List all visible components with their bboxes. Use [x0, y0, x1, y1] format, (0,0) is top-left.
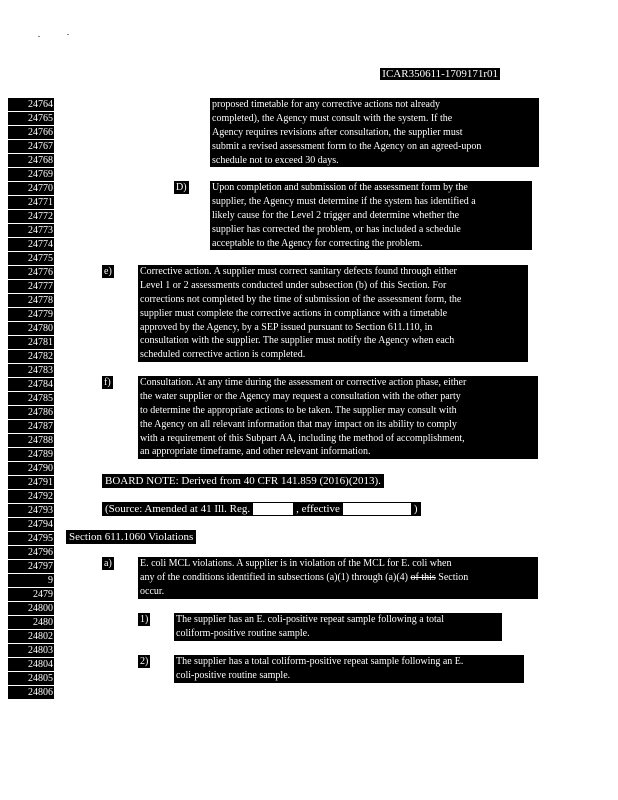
text-line: Consultation. At any time during the assessment or corrective action phase, either	[140, 377, 467, 388]
text-line: proposed timetable for any corrective actions not already	[212, 99, 440, 110]
text-line: coli-positive routine sample.	[176, 669, 291, 681]
text-line: occur.	[140, 585, 165, 597]
paragraph-continuation	[210, 98, 539, 167]
text-line	[140, 571, 536, 585]
line-number: 24774	[8, 238, 54, 251]
source-middle: , effective	[296, 503, 340, 515]
line-number: 24781	[8, 336, 54, 349]
line-number: 24788	[8, 434, 54, 447]
text-line: with a requirement of this Subpart AA, including the method of accomplishment,	[140, 432, 465, 444]
text-line: submit a revised assessment form to the Agency on an agreed-upon	[212, 140, 482, 152]
line-number: 24792	[8, 490, 54, 503]
line-number: 24793	[8, 504, 54, 517]
source-prefix: (Source: Amended at 41 Ill. Reg.	[105, 503, 251, 515]
source-date-blank	[253, 503, 293, 515]
subsection-label-e: e)	[104, 266, 112, 277]
page-header-citation: ICAR350611-1709171r01	[382, 68, 498, 80]
line-number: 24767	[8, 140, 54, 153]
text-line: to determine the appropriate actions to be taken. The supplier may consult with	[140, 404, 457, 416]
line-number: 24785	[8, 392, 54, 405]
text-line: Corrective action. A supplier must correct sanitary defects found through either	[140, 266, 457, 277]
source-note	[102, 502, 421, 516]
text-line: The supplier has a total coliform-positive repeat sample following an E.	[176, 656, 464, 667]
line-number: 24797	[8, 560, 54, 573]
paragraph-e	[138, 265, 528, 362]
text-segment: any of the conditions identified in subsections (a)(1) through (a)(4)	[140, 571, 408, 583]
line-number: 24780	[8, 322, 54, 335]
line-number: 24787	[8, 420, 54, 433]
line-number: 2480	[8, 616, 54, 629]
text-line: supplier, the Agency must determine if the system has identified a	[212, 195, 476, 207]
text-line: the water supplier or the Agency may request a consultation with the other party	[140, 390, 461, 402]
text-line: completed), the Agency must consult with the system. If the	[212, 112, 453, 124]
line-number: 24768	[8, 154, 54, 167]
line-number: 24776	[8, 266, 54, 279]
text-segment: Section	[438, 571, 469, 583]
line-number: 24782	[8, 350, 54, 363]
line-number: 24775	[8, 252, 54, 265]
text-line: an appropriate timeframe, and other relevant information.	[140, 446, 371, 458]
text-line: coliform-positive routine sample.	[176, 627, 310, 639]
subsection-label-f: f)	[104, 377, 111, 388]
struck-text: of this	[410, 571, 436, 583]
line-number: 24789	[8, 448, 54, 461]
line-number: 24769	[8, 168, 54, 181]
text-line: supplier has corrected the problem, or has included a schedule	[212, 223, 461, 235]
subsection-label-a: a)	[104, 558, 112, 569]
text-line: approved by the Agency, by a SEP issued pursuant to Section 611.110, in	[140, 321, 433, 333]
text-line: likely cause for the Level 2 trigger and determine whether the	[212, 209, 460, 221]
line-number: 24783	[8, 364, 54, 377]
line-number: 24806	[8, 686, 54, 699]
line-number: 24779	[8, 308, 54, 321]
text-line: Level 1 or 2 assessments conducted under subsection (b) of this Section. For	[140, 279, 447, 291]
scan-speck	[67, 34, 69, 35]
line-number: 24804	[8, 658, 54, 671]
line-number: 24766	[8, 126, 54, 139]
line-number: 2479	[8, 588, 54, 601]
line-number: 24786	[8, 406, 54, 419]
paragraph-a2	[174, 655, 524, 683]
text-line: acceptable to the Agency for correcting the problem.	[212, 237, 423, 249]
subsection-label-d: D)	[176, 182, 187, 193]
line-number: 24795	[8, 532, 54, 545]
paragraph-a1	[174, 613, 502, 641]
text-line: scheduled corrective action is completed.	[140, 349, 306, 361]
line-number: 24784	[8, 378, 54, 391]
text-line: Agency requires revisions after consultation, the supplier must	[212, 126, 463, 138]
line-number: 24800	[8, 602, 54, 615]
text-line: The supplier has an E. coli-positive repeat sample following a total	[176, 614, 444, 625]
line-number: 24765	[8, 112, 54, 125]
line-number: 24803	[8, 644, 54, 657]
paragraph-d	[210, 181, 532, 250]
paragraph-f	[138, 376, 538, 459]
paragraph-a	[138, 557, 538, 599]
line-number: 24796	[8, 546, 54, 559]
item-label-1: 1)	[140, 614, 149, 625]
section-heading: Section 611.1060 Violations	[66, 530, 196, 544]
text-line: E. coli MCL violations. A supplier is in violation of the MCL for E. coli when	[140, 558, 452, 569]
line-number: 24791	[8, 476, 54, 489]
line-number: 24805	[8, 672, 54, 685]
text-line: the Agency on all relevant information that may impact on its ability to comply	[140, 418, 457, 430]
source-suffix: )	[413, 503, 418, 515]
line-number: 24770	[8, 182, 54, 195]
item-label-2: 2)	[140, 656, 149, 667]
line-number: 24778	[8, 294, 54, 307]
text-line: corrections not completed by the time of submission of the assessment form, the	[140, 293, 462, 305]
scan-speck	[38, 36, 40, 37]
line-number: 24764	[8, 98, 54, 111]
line-number: 9	[8, 574, 54, 587]
text-line: consultation with the supplier. The supplier must notify the Agency when each	[140, 335, 455, 347]
source-effective-blank	[343, 503, 411, 515]
text-line: schedule not to exceed 30 days.	[212, 154, 339, 166]
line-number: 24773	[8, 224, 54, 237]
line-number: 24772	[8, 210, 54, 223]
text-line: supplier must complete the corrective actions in compliance with a timetable	[140, 307, 448, 319]
board-note: BOARD NOTE: Derived from 40 CFR 141.859 (2016)(2013).	[102, 474, 384, 488]
line-number: 24790	[8, 462, 54, 475]
text-line: Upon completion and submission of the assessment form by the	[212, 182, 468, 193]
line-number: 24771	[8, 196, 54, 209]
line-number: 24777	[8, 280, 54, 293]
line-number: 24794	[8, 518, 54, 531]
line-number: 24802	[8, 630, 54, 643]
